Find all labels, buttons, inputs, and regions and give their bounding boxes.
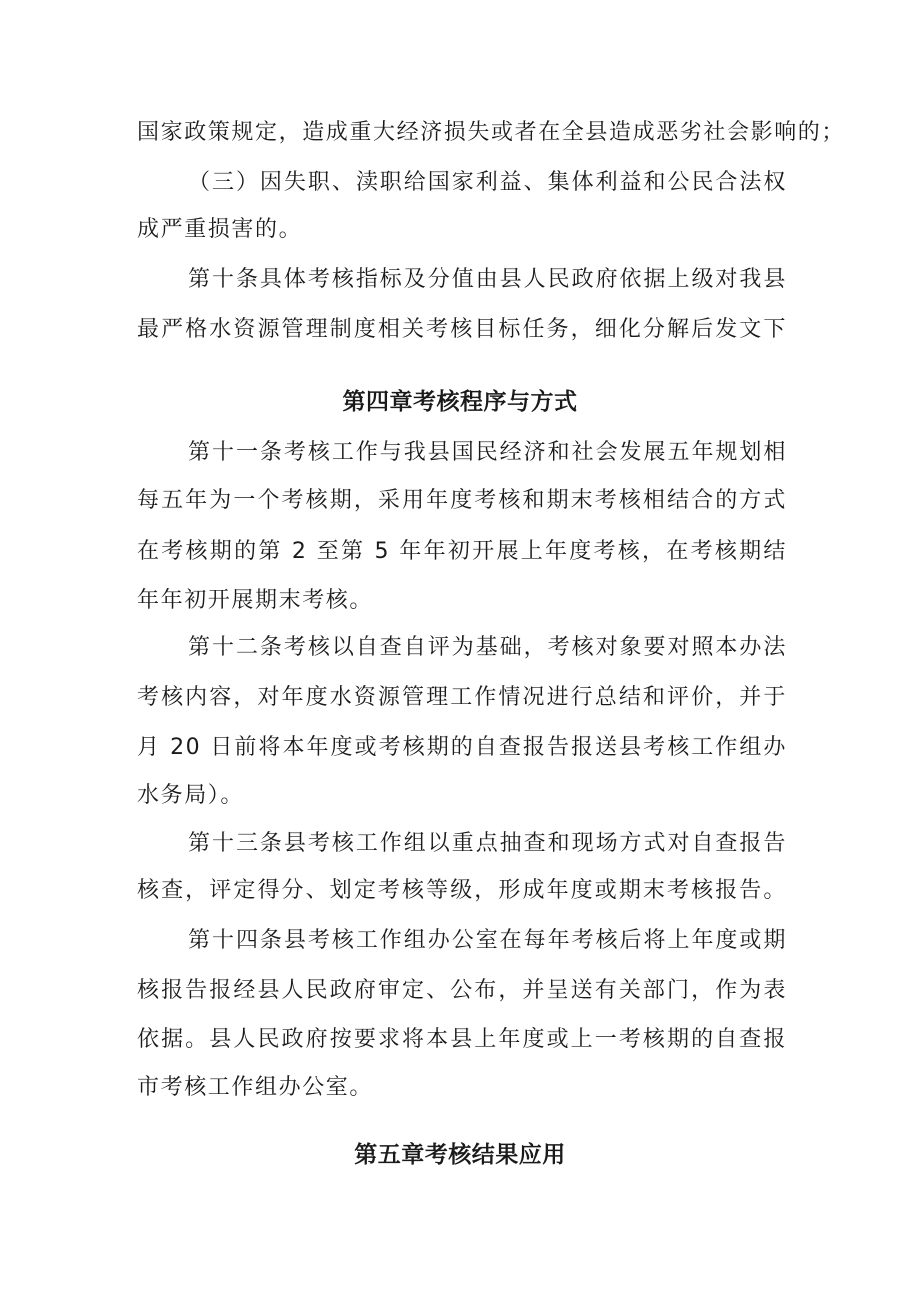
paragraph-line: 在考核期的第 2 至第 5 年年初开展上年度考核，在考核期结 (137, 539, 787, 564)
paragraph-line: 最严格水资源管理制度相关考核目标任务，细化分解后发文下 (137, 317, 787, 342)
paragraph-line: （三）因失职、渎职给国家利益、集体利益和公民合法权 (188, 170, 787, 195)
paragraph-line: 水务局）。 (137, 783, 245, 808)
paragraph-line: 第十四条县考核工作组办公室在每年考核后将上年度或期 (188, 928, 787, 953)
paragraph-line: 市考核工作组办公室。 (137, 1075, 374, 1100)
paragraph-line: 依据。县人民政府按要求将本县上年度或上一考核期的自查报 (137, 1027, 787, 1052)
paragraph-line: 每五年为一个考核期，采用年度考核和期末考核相结合的方式 (137, 488, 787, 513)
paragraph-line: 第十一条考核工作与我县国民经济和社会发展五年规划相 (188, 440, 787, 465)
paragraph-line: 第十三条县考核工作组以重点抽查和现场方式对自查报告 (188, 831, 787, 856)
paragraph-line: 核报告报经县人民政府审定、公布，并呈送有关部门，作为表 (137, 978, 787, 1003)
chapter-heading: 第四章考核程序与方式 (342, 389, 578, 415)
paragraph-line: 年年初开展期末考核。 (137, 588, 374, 613)
paragraph-line: 成严重损害的。 (137, 217, 303, 242)
paragraph-line: 考核内容，对年度水资源管理工作情况进行总结和评价，并于 (137, 685, 787, 710)
paragraph-line: 第十二条考核以自查自评为基础，考核对象要对照本办法 (188, 635, 787, 660)
paragraph-line: 月 20 日前将本年度或考核期的自查报告报送县考核工作组办 (137, 735, 787, 760)
paragraph-line: 第十条具体考核指标及分值由县人民政府依据上级对我县 (188, 267, 787, 292)
paragraph-line: 国家政策规定，造成重大经济损失或者在全县造成恶劣社会影响的； (137, 120, 846, 145)
chapter-heading: 第五章考核结果应用 (354, 1142, 566, 1168)
paragraph-line: 核查，评定得分、划定考核等级，形成年度或期末考核报告。 (137, 878, 787, 903)
